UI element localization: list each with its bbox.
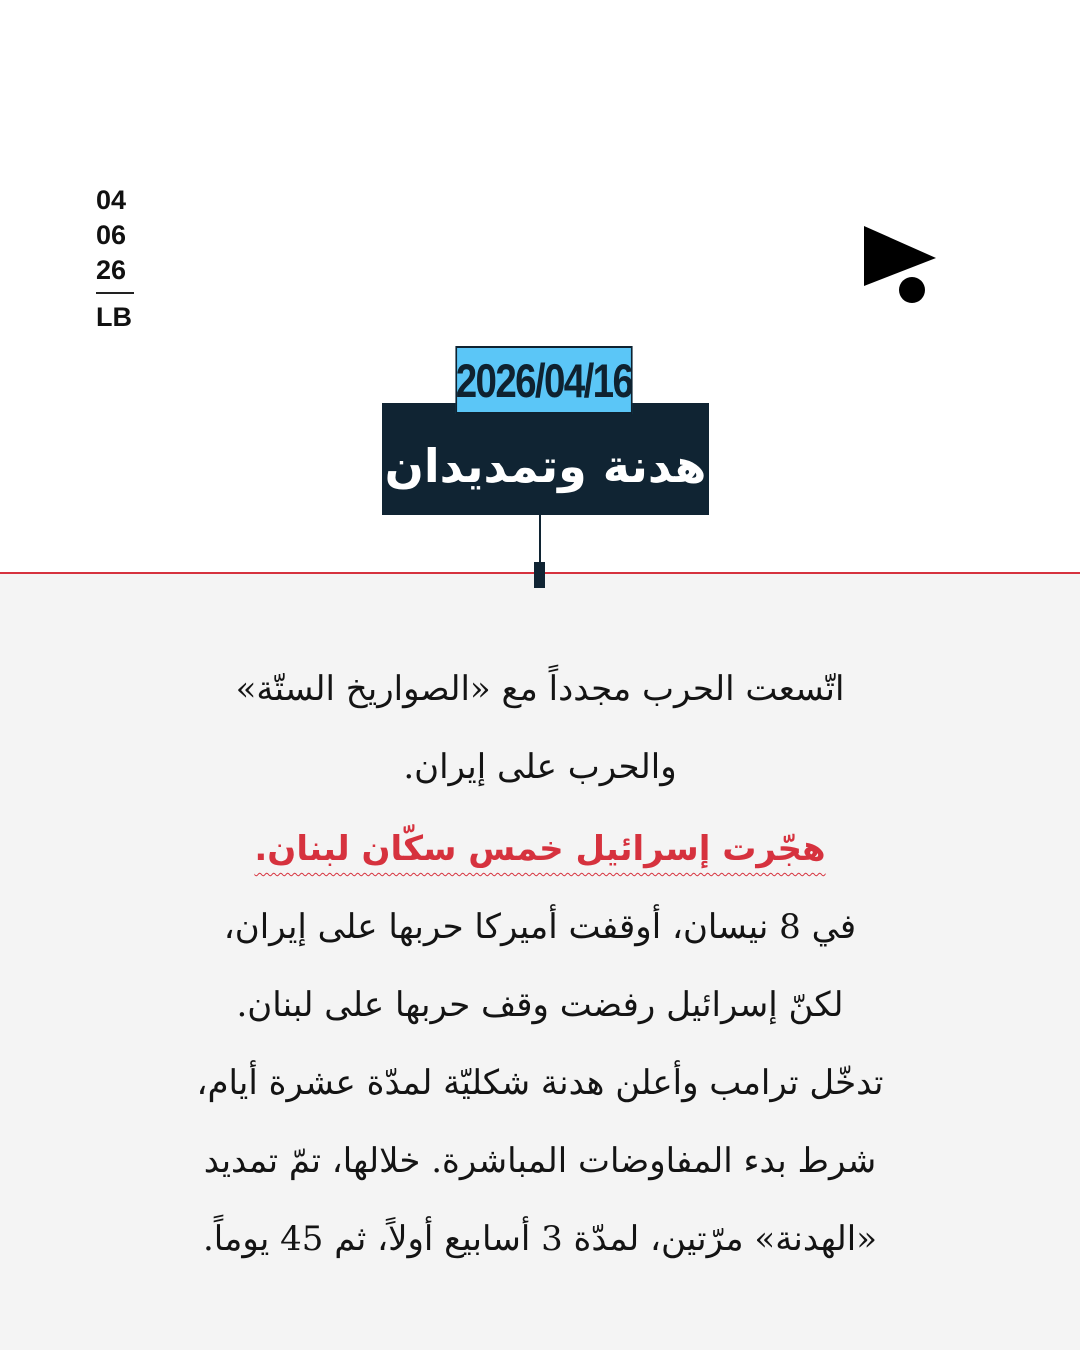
highlight-text: هجّرت إسرائيل خمس سكّان لبنان. [254,829,826,869]
para2-line-2: لكنّ إسرائيل رفضت وقف حربها على لبنان. [236,985,844,1025]
side-date-year: 26 [96,255,127,285]
body-text [120,650,960,1278]
side-date-region: LB [96,301,132,332]
intro-line-1: اتّسعت الحرب مجدداً مع «الصواريخ الستّة» [235,669,845,709]
side-date-month: 06 [96,220,127,250]
play-triangle-dot-logo-icon [862,224,940,304]
highlight-line [120,810,960,888]
timeline-marker [534,562,545,588]
side-date-divider [96,292,134,294]
para3-line-1: تدخّل ترامب وأعلن هدنة شكليّة لمدّة عشرة أيام، [196,1063,884,1103]
side-date-stack [96,183,136,335]
side-date-day: 04 [96,185,127,215]
header-title: هدنة وتمديدان [384,439,707,493]
header-date-badge [455,346,632,414]
timeline-connector [539,515,541,563]
header-date: 2026/04/16 [455,353,633,407]
para2-line-1: في 8 نيسان، أوقفت أميركا حربها على إيران، [223,907,857,947]
para3-line-2: شرط بدء المفاوضات المباشرة. خلالها، تمّ تمديد [203,1141,877,1181]
para3-line-3: «الهدنة» مرّتين، لمدّة 3 أسابيع أولاً، ثم 45 يوماً. [202,1219,878,1259]
intro-line-2: والحرب على إيران. [403,747,677,787]
header-title-box [382,403,709,515]
